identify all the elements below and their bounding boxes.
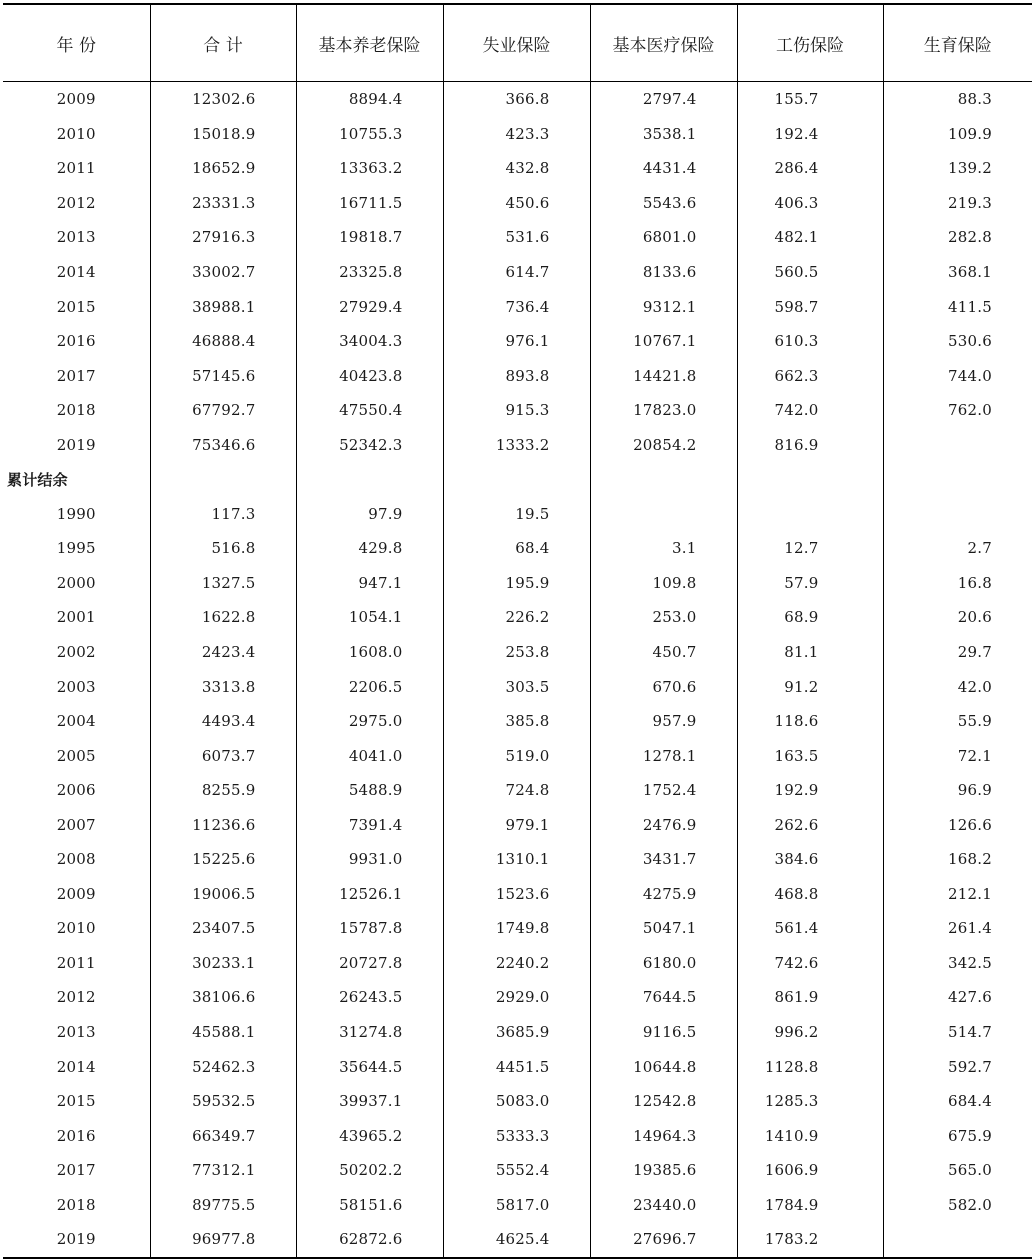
cell-pension: 429.8 [296,531,443,566]
cell-medical [590,497,737,532]
cell-total: 23331.3 [150,186,296,221]
cell-medical: 12542.8 [590,1084,737,1119]
cell-maternity: 29.7 [883,635,1032,670]
cell-maternity: 368.1 [883,255,1032,290]
cell-medical: 10767.1 [590,324,737,359]
cell-year: 2014 [56,1057,96,1076]
cell-injury: 996.2 [737,1015,883,1050]
cell-pension: 23325.8 [296,255,443,290]
cell-pension: 40423.8 [296,358,443,393]
cell-unemployment: 2929.0 [443,980,590,1015]
cell-injury: 861.9 [737,980,883,1015]
cell-unemployment: 915.3 [443,393,590,428]
cell-maternity: 427.6 [883,980,1032,1015]
cell-total: 117.3 [150,497,296,532]
cell-pension: 5488.9 [296,773,443,808]
cell-year: 2014 [56,263,96,281]
cell-pension: 4041.0 [296,738,443,773]
cell-unemployment: 3685.9 [443,1015,590,1050]
cell-pension: 43965.2 [296,1118,443,1153]
cell-maternity: 20.6 [883,600,1032,635]
cell-year: 2013 [56,228,96,247]
cell-total: 11236.6 [150,807,296,842]
cell-total: 23407.5 [150,911,296,946]
cell-unemployment: 1749.8 [443,911,590,946]
cell-unemployment: 614.7 [443,255,590,290]
cell-medical: 14964.3 [590,1118,737,1153]
cell-pension: 13363.2 [296,151,443,186]
cell-year: 2018 [56,1195,96,1214]
section-empty-cell [590,462,737,497]
cell-medical: 10644.8 [590,1049,737,1084]
cell-total: 59532.5 [150,1084,296,1119]
cell-pension: 2206.5 [296,669,443,704]
cell-year: 2009 [56,884,96,903]
cell-year: 2019 [56,435,96,454]
cell-injury: 163.5 [737,738,883,773]
cell-maternity: 514.7 [883,1015,1032,1050]
cell-maternity: 675.9 [883,1118,1032,1153]
table-row [3,946,1032,981]
cell-medical: 109.8 [590,566,737,601]
cell-medical: 9116.5 [590,1015,737,1050]
cell-injury: 468.8 [737,877,883,912]
cell-injury: 1783.2 [737,1222,883,1258]
cell-injury: 68.9 [737,600,883,635]
cell-year: 1990 [56,504,96,523]
cell-unemployment: 226.2 [443,600,590,635]
cell-medical: 2797.4 [590,82,737,117]
cell-total: 77312.1 [150,1153,296,1188]
section-empty-cell [737,462,883,497]
header-row [3,4,1032,82]
cell-unemployment: 976.1 [443,324,590,359]
cell-injury: 118.6 [737,704,883,739]
cell-pension: 7391.4 [296,807,443,842]
cell-total: 67792.7 [150,393,296,428]
section-empty-cell [443,462,590,497]
cell-maternity: 684.4 [883,1084,1032,1119]
cell-medical: 8133.6 [590,255,737,290]
cell-unemployment: 19.5 [443,497,590,532]
header-maternity: 生育保险 [883,4,1032,82]
cell-total: 57145.6 [150,358,296,393]
table-row [3,842,1032,877]
cell-total: 1327.5 [150,566,296,601]
cell-total: 15018.9 [150,117,296,152]
cell-maternity: 592.7 [883,1049,1032,1084]
cell-maternity: 55.9 [883,704,1032,739]
cell-year: 2015 [56,297,96,316]
cell-maternity: 565.0 [883,1153,1032,1188]
cell-maternity: 530.6 [883,324,1032,359]
cell-maternity: 219.3 [883,186,1032,221]
table-row [3,531,1032,566]
cell-unemployment: 1523.6 [443,877,590,912]
cell-pension: 31274.8 [296,1015,443,1050]
cell-total: 52462.3 [150,1049,296,1084]
cell-pension: 16711.5 [296,186,443,221]
cell-maternity: 126.6 [883,807,1032,842]
cell-total: 89775.5 [150,1188,296,1223]
cell-maternity: 261.4 [883,911,1032,946]
cell-injury: 561.4 [737,911,883,946]
cell-injury: 1128.8 [737,1049,883,1084]
cell-year: 2019 [3,1222,150,1258]
cell-total: 1622.8 [150,600,296,635]
cell-pension: 1608.0 [296,635,443,670]
table-body [3,82,1032,1258]
cell-total: 96977.8 [150,1222,296,1258]
cell-unemployment: 724.8 [443,773,590,808]
cell-total: 6073.7 [150,738,296,773]
section-empty-cell [883,462,1032,497]
cell-pension: 26243.5 [296,980,443,1015]
cell-unemployment: 303.5 [443,669,590,704]
table-row [3,1049,1032,1084]
cell-maternity: 582.0 [883,1188,1032,1223]
table-row [3,358,1032,393]
cell-total: 38988.1 [150,289,296,324]
cell-pension: 27929.4 [296,289,443,324]
cell-maternity: 72.1 [883,738,1032,773]
cell-maternity: 212.1 [883,877,1032,912]
header-pension: 基本养老保险 [296,4,443,82]
cell-maternity: 42.0 [883,669,1032,704]
cell-pension: 47550.4 [296,393,443,428]
cell-medical: 3538.1 [590,117,737,152]
cell-total: 18652.9 [150,151,296,186]
cell-injury: 662.3 [737,358,883,393]
cell-total: 4493.4 [150,704,296,739]
cell-year: 2016 [56,1126,96,1145]
table-row [3,773,1032,808]
cell-maternity: 282.8 [883,220,1032,255]
cell-injury: 742.0 [737,393,883,428]
cell-medical: 6180.0 [590,946,737,981]
table-row [3,117,1032,152]
cell-unemployment: 5817.0 [443,1188,590,1223]
cell-injury: 1606.9 [737,1153,883,1188]
cell-pension: 1054.1 [296,600,443,635]
cell-maternity: 744.0 [883,358,1032,393]
cell-total: 45588.1 [150,1015,296,1050]
section-label: 累计结余 [7,470,68,489]
table-row [3,911,1032,946]
cell-year: 2000 [56,573,96,592]
table-row [3,220,1032,255]
cell-medical: 3431.7 [590,842,737,877]
cell-medical: 5047.1 [590,911,737,946]
cell-maternity: 411.5 [883,289,1032,324]
cell-unemployment: 253.8 [443,635,590,670]
cell-injury: 560.5 [737,255,883,290]
cell-injury: 12.7 [737,531,883,566]
cell-maternity: 109.9 [883,117,1032,152]
cell-medical: 2476.9 [590,807,737,842]
cell-year: 2003 [56,677,96,696]
cell-pension: 20727.8 [296,946,443,981]
section-empty-cell [150,462,296,497]
cell-injury: 1285.3 [737,1084,883,1119]
cell-medical: 4431.4 [590,151,737,186]
cell-maternity: 139.2 [883,151,1032,186]
cell-unemployment: 979.1 [443,807,590,842]
cell-medical: 17823.0 [590,393,737,428]
cell-medical: 6801.0 [590,220,737,255]
table-row [3,669,1032,704]
cell-year: 2015 [56,1092,96,1111]
cell-maternity: 168.2 [883,842,1032,877]
cell-total: 30233.1 [150,946,296,981]
cell-unemployment: 4451.5 [443,1049,590,1084]
cell-injury: 81.1 [737,635,883,670]
cell-total: 33002.7 [150,255,296,290]
header-injury: 工伤保险 [737,4,883,82]
cell-year: 2009 [56,90,96,109]
cell-total: 3313.8 [150,669,296,704]
cell-pension: 19818.7 [296,220,443,255]
cell-total: 19006.5 [150,877,296,912]
cell-medical: 19385.6 [590,1153,737,1188]
cell-year: 2010 [56,124,96,143]
cell-maternity [883,1222,1032,1258]
cell-unemployment: 519.0 [443,738,590,773]
cell-unemployment: 5552.4 [443,1153,590,1188]
cell-maternity: 762.0 [883,393,1032,428]
cell-medical: 23440.0 [590,1188,737,1223]
table-row [3,635,1032,670]
cell-unemployment: 68.4 [443,531,590,566]
cell-medical: 450.7 [590,635,737,670]
cell-unemployment: 450.6 [443,186,590,221]
cell-year: 2005 [56,746,96,765]
cell-injury: 1784.9 [737,1188,883,1223]
table-row [3,255,1032,290]
cell-year: 2011 [56,159,96,178]
cell-year: 2004 [56,712,96,731]
cell-medical: 957.9 [590,704,737,739]
table-row [3,566,1032,601]
cell-maternity: 2.7 [883,531,1032,566]
cell-injury: 816.9 [737,427,883,462]
cell-medical: 14421.8 [590,358,737,393]
cell-unemployment: 2240.2 [443,946,590,981]
cell-unemployment: 5083.0 [443,1084,590,1119]
cell-pension: 39937.1 [296,1084,443,1119]
cell-pension: 58151.6 [296,1188,443,1223]
cell-pension: 12526.1 [296,877,443,912]
cell-pension: 15787.8 [296,911,443,946]
header-total: 合 计 [150,4,296,82]
cell-injury: 262.6 [737,807,883,842]
cell-injury: 598.7 [737,289,883,324]
cell-injury: 610.3 [737,324,883,359]
cell-maternity: 88.3 [883,82,1032,117]
table-row [3,1188,1032,1223]
cell-unemployment: 432.8 [443,151,590,186]
section-row [3,462,1032,497]
cell-medical: 9312.1 [590,289,737,324]
cell-pension: 8894.4 [296,82,443,117]
cell-pension: 34004.3 [296,324,443,359]
cell-injury: 91.2 [737,669,883,704]
cell-medical: 7644.5 [590,980,737,1015]
table-row [3,600,1032,635]
table-row [3,1015,1032,1050]
cell-year: 2010 [56,919,96,938]
cell-total: 2423.4 [150,635,296,670]
header-year: 年 份 [3,4,150,82]
cell-medical: 1278.1 [590,738,737,773]
cell-total: 38106.6 [150,980,296,1015]
cell-year: 2007 [56,815,96,834]
table-row [3,151,1032,186]
cell-medical: 253.0 [590,600,737,635]
cell-year: 2011 [56,953,96,972]
cell-unemployment: 5333.3 [443,1118,590,1153]
cell-medical: 3.1 [590,531,737,566]
cell-total: 12302.6 [150,82,296,117]
cell-medical: 27696.7 [590,1222,737,1258]
social-insurance-table [3,3,1032,1259]
table-row [3,324,1032,359]
cell-maternity [883,497,1032,532]
cell-total: 75346.6 [150,427,296,462]
cell-year: 1995 [56,539,96,558]
cell-unemployment: 4625.4 [443,1222,590,1258]
section-empty-cell [296,462,443,497]
cell-injury: 286.4 [737,151,883,186]
cell-pension: 52342.3 [296,427,443,462]
cell-unemployment: 385.8 [443,704,590,739]
cell-medical: 5543.6 [590,186,737,221]
cell-injury: 155.7 [737,82,883,117]
cell-injury: 384.6 [737,842,883,877]
cell-injury: 192.4 [737,117,883,152]
table-row [3,82,1032,117]
table-row [3,1222,1032,1258]
cell-injury: 57.9 [737,566,883,601]
cell-medical: 20854.2 [590,427,737,462]
cell-total: 516.8 [150,531,296,566]
table-row [3,738,1032,773]
table-row [3,807,1032,842]
cell-injury: 482.1 [737,220,883,255]
header-medical: 基本医疗保险 [590,4,737,82]
cell-year: 2008 [56,850,96,869]
cell-pension: 2975.0 [296,704,443,739]
cell-maternity [883,427,1032,462]
cell-injury: 406.3 [737,186,883,221]
table-row [3,1153,1032,1188]
cell-unemployment: 893.8 [443,358,590,393]
cell-injury [737,497,883,532]
cell-maternity: 96.9 [883,773,1032,808]
cell-year: 2017 [56,1161,96,1180]
cell-injury: 1410.9 [737,1118,883,1153]
cell-pension: 10755.3 [296,117,443,152]
header-unemployment: 失业保险 [443,4,590,82]
table-row [3,877,1032,912]
cell-pension: 9931.0 [296,842,443,877]
cell-year: 2013 [56,1023,96,1042]
cell-unemployment: 366.8 [443,82,590,117]
cell-unemployment: 1310.1 [443,842,590,877]
table-row [3,289,1032,324]
cell-year: 2012 [56,193,96,212]
cell-pension: 97.9 [296,497,443,532]
cell-medical: 4275.9 [590,877,737,912]
cell-unemployment: 736.4 [443,289,590,324]
table-row [3,704,1032,739]
cell-maternity: 342.5 [883,946,1032,981]
table-row [3,186,1032,221]
cell-pension: 50202.2 [296,1153,443,1188]
cell-total: 46888.4 [150,324,296,359]
cell-medical: 670.6 [590,669,737,704]
cell-unemployment: 1333.2 [443,427,590,462]
cell-total: 27916.3 [150,220,296,255]
cell-year: 2018 [56,401,96,420]
cell-year: 2017 [56,366,96,385]
cell-pension: 62872.6 [296,1222,443,1258]
table-row [3,1084,1032,1119]
cell-maternity: 16.8 [883,566,1032,601]
cell-injury: 192.9 [737,773,883,808]
cell-year: 2016 [56,332,96,351]
cell-injury: 742.6 [737,946,883,981]
table-row [3,980,1032,1015]
table-row [3,393,1032,428]
cell-unemployment: 531.6 [443,220,590,255]
cell-year: 2002 [56,643,96,662]
cell-year: 2006 [56,781,96,800]
cell-pension: 35644.5 [296,1049,443,1084]
cell-year: 2012 [56,988,96,1007]
table-header [3,4,1032,82]
table-row [3,1118,1032,1153]
cell-medical: 1752.4 [590,773,737,808]
table-row [3,427,1032,462]
cell-pension: 947.1 [296,566,443,601]
cell-total: 15225.6 [150,842,296,877]
cell-unemployment: 423.3 [443,117,590,152]
cell-year: 2001 [56,608,96,627]
cell-total: 8255.9 [150,773,296,808]
table-row [3,497,1032,532]
cell-total: 66349.7 [150,1118,296,1153]
cell-unemployment: 195.9 [443,566,590,601]
